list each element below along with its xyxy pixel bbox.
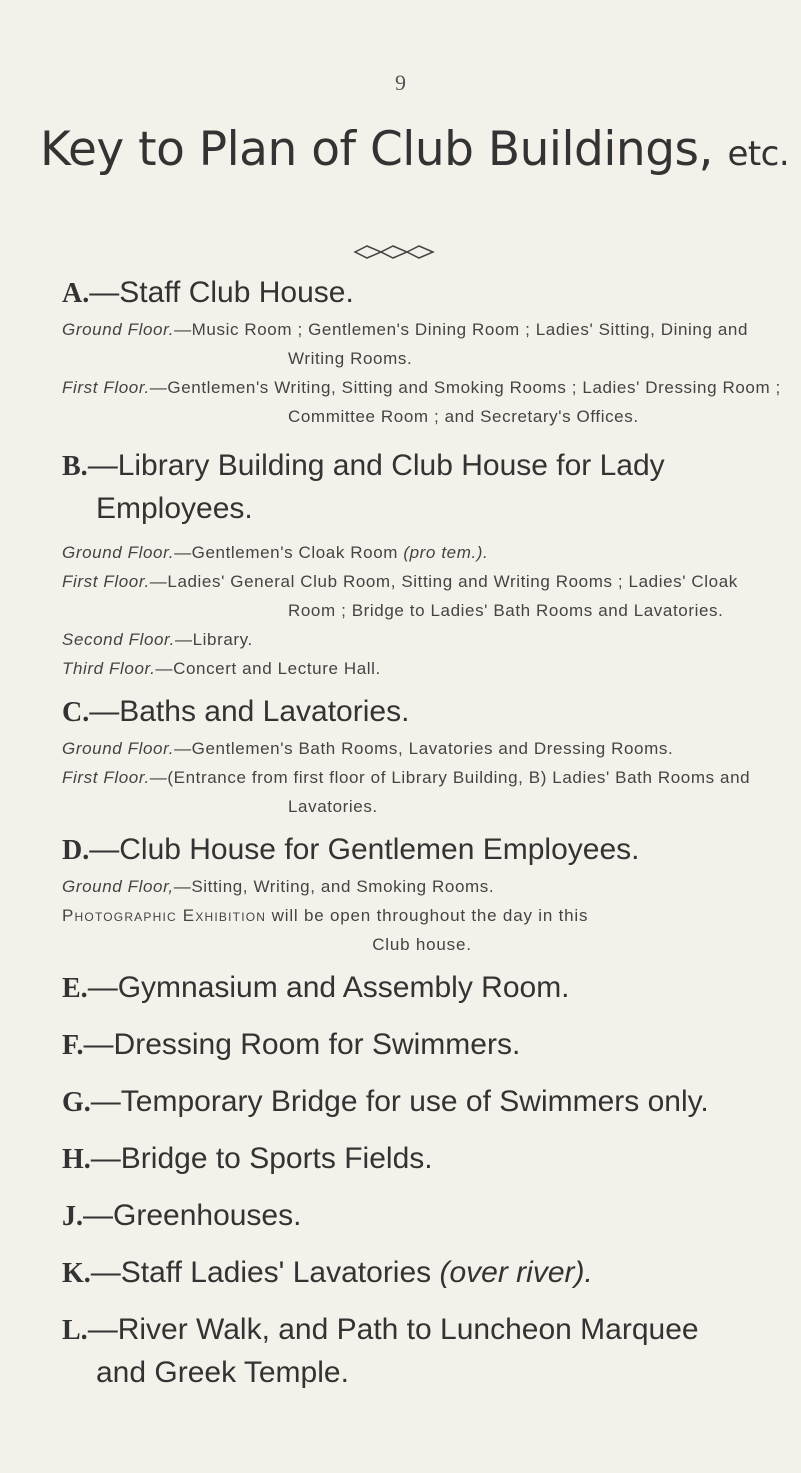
entry-heading-text: —Gymnasium and Assembly Room. bbox=[87, 971, 570, 1004]
page-title bbox=[40, 122, 790, 177]
entry-c bbox=[62, 691, 782, 821]
floor-line bbox=[62, 654, 782, 683]
entry-k bbox=[62, 1252, 782, 1295]
entry-j bbox=[62, 1195, 782, 1238]
floor-line bbox=[62, 567, 782, 625]
entry-heading-text: —Baths and Lavatories. bbox=[89, 695, 410, 728]
note-end: Club house. bbox=[372, 935, 472, 954]
entry-letter: G. bbox=[62, 1087, 91, 1118]
entry-letter: K. bbox=[62, 1258, 91, 1289]
entry-heading-text: —Club House for Gentlemen Employees. bbox=[89, 833, 640, 866]
entry-letter: D. bbox=[62, 835, 90, 866]
entry-d bbox=[62, 829, 782, 959]
title-main: Key to Plan of Club Buildings, bbox=[40, 122, 713, 177]
entry-heading bbox=[62, 445, 782, 530]
page-number: 9 bbox=[395, 70, 406, 95]
exhibition-note bbox=[62, 901, 782, 959]
entry-a bbox=[62, 272, 782, 431]
floor-text: —Gentlemen's Writing, Sitting and Smoking Rooms ; Ladies' Dressing Room ; Committee Room ; and Secretary's Offices. bbox=[149, 378, 781, 426]
entry-h bbox=[62, 1138, 782, 1181]
entry-heading-continued: Employees. bbox=[96, 492, 253, 525]
note-text: will be open throughout the day in this bbox=[266, 906, 589, 925]
entry-l bbox=[62, 1309, 782, 1394]
floor-text: —Ladies' General Club Room, Sitting and Writing Rooms ; Ladies' Cloak Room ; Bridge to Ladies' Bath Rooms and Lavatories. bbox=[149, 572, 738, 620]
floor-line bbox=[62, 373, 782, 431]
floor-label: Third Floor. bbox=[62, 659, 156, 678]
entry-heading-continued: and Greek Temple. bbox=[96, 1356, 349, 1389]
floor-line bbox=[62, 872, 782, 901]
entry-heading bbox=[62, 272, 782, 315]
entry-letter: E. bbox=[62, 973, 88, 1004]
key-list bbox=[62, 272, 782, 1394]
floor-text: —Library. bbox=[175, 630, 253, 649]
entry-e bbox=[62, 967, 782, 1010]
entry-heading bbox=[62, 691, 782, 734]
floor-label: First Floor. bbox=[62, 572, 150, 591]
entry-heading-text: —Temporary Bridge for use of Swimmers only. bbox=[90, 1085, 709, 1118]
floor-line bbox=[62, 538, 782, 567]
entry-b bbox=[62, 445, 782, 683]
floor-line bbox=[62, 763, 782, 821]
floor-label: First Floor. bbox=[62, 378, 150, 397]
exhibition-title: Photographic Exhibition bbox=[62, 906, 267, 925]
entry-heading-note: (over river). bbox=[439, 1256, 593, 1289]
entry-heading-text: —Bridge to Sports Fields. bbox=[90, 1142, 433, 1175]
floor-label: Ground Floor. bbox=[62, 543, 175, 562]
floor-text: —Sitting, Writing, and Smoking Rooms. bbox=[173, 877, 495, 896]
floor-label: Ground Floor, bbox=[62, 877, 174, 896]
entry-heading-text: —Staff Club House. bbox=[89, 276, 354, 309]
entry-heading-text: —Dressing Room for Swimmers. bbox=[83, 1028, 521, 1061]
entry-heading bbox=[62, 829, 782, 872]
floor-text: —(Entrance from first floor of Library Building, B) Ladies' Bath Rooms and Lavatories. bbox=[149, 768, 751, 816]
entry-heading-text: —Greenhouses. bbox=[83, 1199, 302, 1232]
entry-letter: H. bbox=[62, 1144, 91, 1175]
entry-heading-text: —River Walk, and Path to Luncheon Marquee bbox=[87, 1313, 699, 1346]
floor-note: (pro tem.). bbox=[403, 543, 489, 562]
ornament-icon bbox=[353, 243, 449, 261]
floor-label: First Floor. bbox=[62, 768, 150, 787]
entry-letter: F. bbox=[62, 1030, 84, 1061]
floor-label: Ground Floor. bbox=[62, 739, 175, 758]
floor-text: —Gentlemen's Bath Rooms, Lavatories and Dressing Rooms. bbox=[174, 739, 674, 758]
title-etc: etc. bbox=[727, 134, 790, 174]
floor-text: —Concert and Lecture Hall. bbox=[155, 659, 381, 678]
floor-text: —Gentlemen's Cloak Room bbox=[174, 543, 399, 562]
entry-g bbox=[62, 1081, 782, 1124]
floor-line bbox=[62, 625, 782, 654]
floor-text: —Music Room ; Gentlemen's Dining Room ; Ladies' Sitting, Dining and Writing Rooms. bbox=[174, 320, 748, 368]
entry-letter: L. bbox=[62, 1315, 88, 1346]
floor-line bbox=[62, 315, 782, 373]
entry-heading-text: —Library Building and Club House for Lady bbox=[87, 449, 665, 482]
entry-f bbox=[62, 1024, 782, 1067]
entry-letter: B. bbox=[62, 451, 88, 482]
entry-letter: A. bbox=[62, 278, 90, 309]
entry-letter: J. bbox=[62, 1201, 83, 1232]
floor-line bbox=[62, 734, 782, 763]
entry-letter: C. bbox=[62, 697, 90, 728]
entry-heading-text: —Staff Ladies' Lavatories bbox=[90, 1256, 432, 1289]
floor-label: Second Floor. bbox=[62, 630, 176, 649]
floor-label: Ground Floor. bbox=[62, 320, 175, 339]
